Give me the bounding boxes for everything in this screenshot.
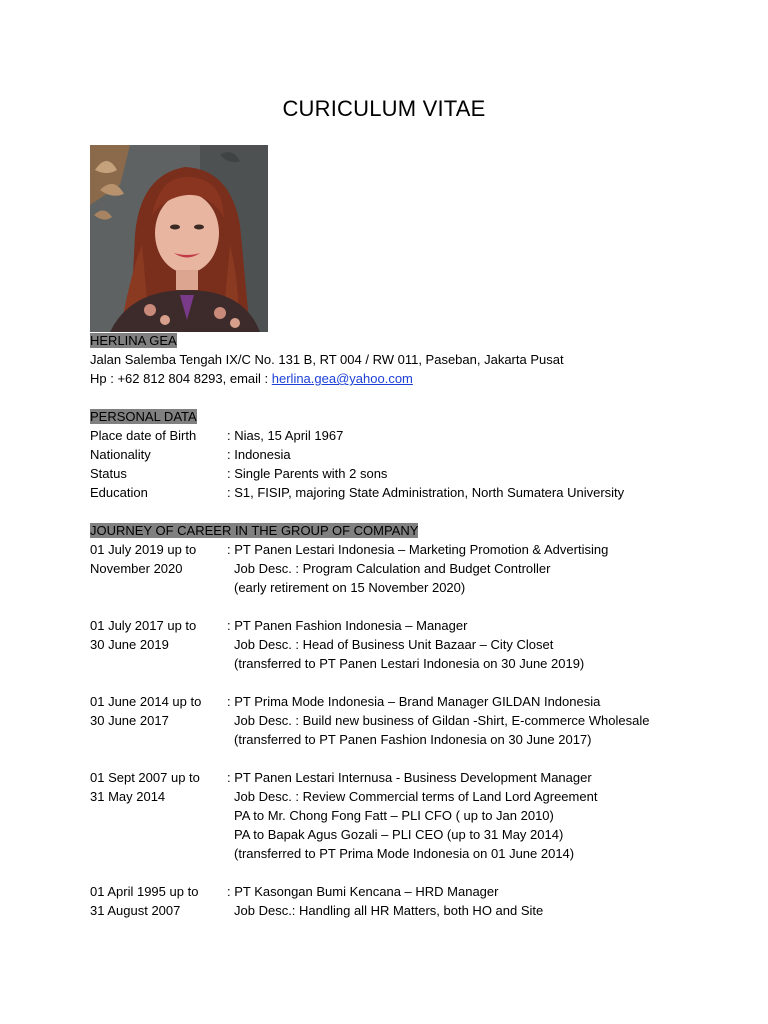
personal-data-heading: PERSONAL DATA (90, 409, 197, 424)
personal-label: Education (90, 485, 148, 500)
career-period: 30 June 2019 (90, 637, 169, 652)
career-detail: (transferred to PT Panen Fashion Indonesia on 30 June 2017) (234, 732, 592, 747)
career-detail: (early retirement on 15 November 2020) (234, 580, 466, 595)
applicant-name: HERLINA GEA (90, 333, 177, 348)
personal-row (90, 483, 730, 502)
career-entry (90, 540, 730, 597)
career-period: November 2020 (90, 561, 183, 576)
career-company: : PT Panen Lestari Indonesia – Marketing Promotion & Advertising (227, 542, 609, 557)
personal-label: Nationality (90, 447, 151, 462)
career-period: 01 June 2014 up to (90, 694, 202, 709)
career-company: : PT Prima Mode Indonesia – Brand Manager GILDAN Indonesia (227, 694, 601, 709)
personal-label: Status (90, 466, 127, 481)
career-period: 30 June 2017 (90, 713, 169, 728)
personal-row (90, 445, 730, 464)
address: Jalan Salemba Tengah IX/C No. 131 B, RT 004 / RW 011, Paseban, Jakarta Pusat (90, 352, 564, 367)
career-detail: Job Desc. : Build new business of Gildan -Shirt, E-commerce Wholesale (234, 713, 650, 728)
career-detail: PA to Bapak Agus Gozali – PLI CEO (up to 31 May 2014) (234, 827, 564, 842)
career-entry (90, 692, 730, 749)
profile-photo (90, 145, 268, 332)
career-entry (90, 768, 730, 863)
personal-value: : S1, FISIP, majoring State Administration, North Sumatera University (227, 485, 625, 500)
contact-phone: Hp : +62 812 804 8293, email : (90, 371, 272, 386)
personal-row (90, 426, 730, 445)
career-detail: Job Desc.: Handling all HR Matters, both HO and Site (234, 903, 544, 918)
career-entry (90, 882, 730, 920)
personal-row (90, 464, 730, 483)
career-detail: PA to Mr. Chong Fong Fatt – PLI CFO ( up to Jan 2010) (234, 808, 554, 823)
career-company: : PT Panen Fashion Indonesia – Manager (227, 618, 468, 633)
career-detail: Job Desc. : Program Calculation and Budget Controller (234, 561, 551, 576)
career-period: 01 Sept 2007 up to (90, 770, 200, 785)
career-period: 31 May 2014 (90, 789, 166, 804)
personal-value: : Indonesia (227, 447, 291, 462)
career-company: : PT Panen Lestari Internusa - Business Development Manager (227, 770, 592, 785)
career-period: 01 July 2019 up to (90, 542, 197, 557)
personal-value: : Nias, 15 April 1967 (227, 428, 344, 443)
personal-value: : Single Parents with 2 sons (227, 466, 388, 481)
career-entry (90, 616, 730, 673)
personal-label: Place date of Birth (90, 428, 197, 443)
career-heading: JOURNEY OF CAREER IN THE GROUP OF COMPANY (90, 523, 419, 538)
contact-line (90, 369, 730, 388)
career-company: : PT Kasongan Bumi Kencana – HRD Manager (227, 884, 499, 899)
document-title: CURICULUM VITAE (282, 96, 486, 121)
email-link[interactable]: herlina.gea@yahoo.com (271, 371, 413, 386)
career-period: 31 August 2007 (90, 903, 181, 918)
career-period: 01 July 2017 up to (90, 618, 197, 633)
career-detail: (transferred to PT Prima Mode Indonesia on 01 June 2014) (234, 846, 575, 861)
career-detail: (transferred to PT Panen Lestari Indonesia on 30 June 2019) (234, 656, 585, 671)
career-period: 01 April 1995 up to (90, 884, 199, 899)
cv-content (90, 331, 730, 920)
career-detail: Job Desc. : Head of Business Unit Bazaar – City Closet (234, 637, 554, 652)
career-detail: Job Desc. : Review Commercial terms of Land Lord Agreement (234, 789, 598, 804)
